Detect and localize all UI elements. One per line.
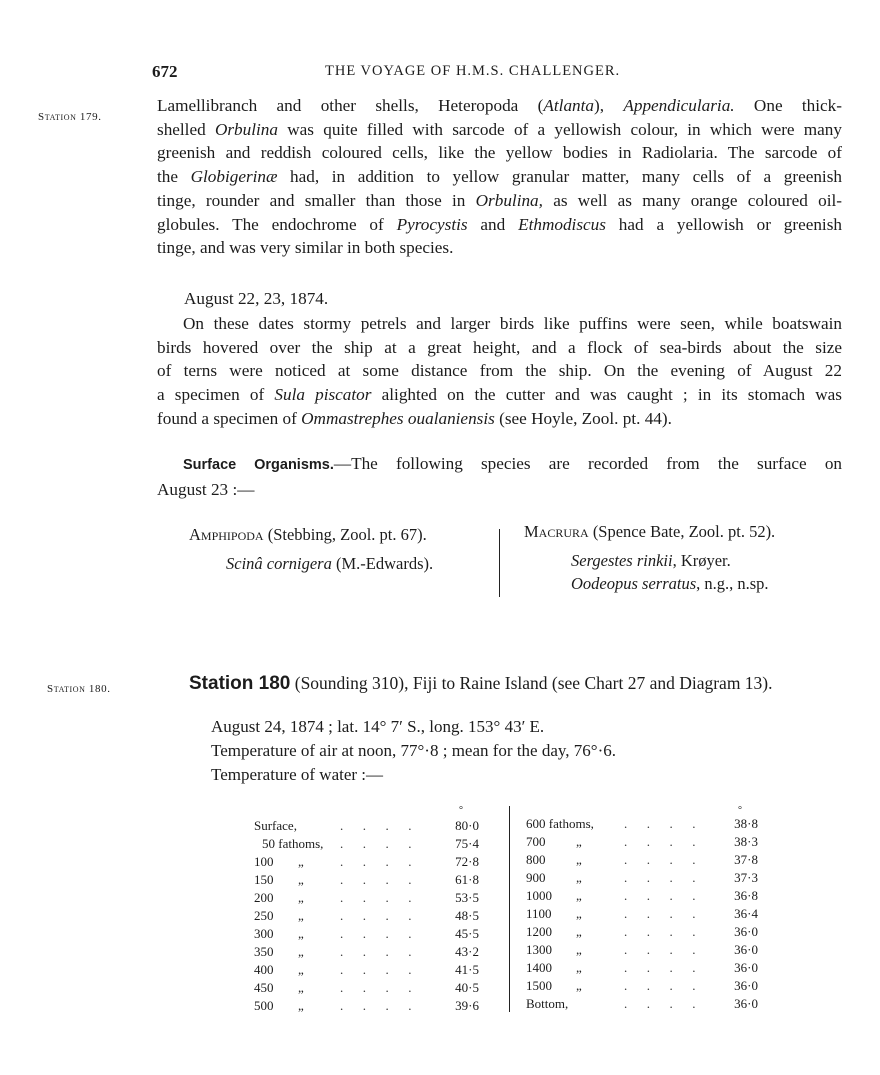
leader-dots: . . . . xyxy=(624,852,696,867)
table-row xyxy=(526,959,758,977)
temperature-value: 36·0 xyxy=(734,960,758,975)
text-line: of terns were noticed at some distance from the ship. On the evening of August 22 xyxy=(157,361,842,381)
leader-dots: . . . . xyxy=(340,836,412,851)
column-divider xyxy=(499,529,500,597)
ditto-mark: „ xyxy=(298,980,304,995)
depth-cell: 1500 xyxy=(526,978,552,993)
birds-paragraph xyxy=(157,312,842,431)
leader-dots: . . . . xyxy=(624,978,696,993)
table-row xyxy=(526,833,758,851)
text-line: a specimen of Sula piscator alighted on the cutter and was caught ; in its stomach was xyxy=(157,385,842,405)
temperature-value: 36·8 xyxy=(734,888,758,903)
ditto-mark: „ xyxy=(298,872,304,887)
station-180-date-position: August 24, 1874 ; lat. 14° 7′ S., long. 153° 43′ E. xyxy=(211,717,545,736)
temperature-value: 36·0 xyxy=(734,978,758,993)
depth-cell: 300 xyxy=(254,926,274,941)
text-line: August 23 :— xyxy=(157,479,255,499)
temperature-value: 53·5 xyxy=(455,890,479,905)
temperature-table-right xyxy=(526,815,758,1013)
temperature-value: 37·3 xyxy=(734,870,758,885)
depth-cell: 450 xyxy=(254,980,274,995)
ditto-mark: „ xyxy=(298,926,304,941)
depth-cell: 1400 xyxy=(526,960,552,975)
text-line: Lamellibranch and other shells, Heteropoda (Atlanta), Appendicularia. One thick- xyxy=(157,96,842,115)
text-line: globules. The endochrome of Pyrocystis and Ethmodiscus had a yellowish or greenish xyxy=(157,214,842,234)
table-row xyxy=(254,961,479,979)
table-row xyxy=(254,853,479,871)
depth-cell: 100 xyxy=(254,854,274,869)
temperature-table-left xyxy=(254,817,479,1015)
depth-cell: 600 fathoms, xyxy=(526,816,594,831)
ditto-mark: „ xyxy=(576,906,582,921)
ditto-mark: „ xyxy=(298,890,304,905)
leader-dots: . . . . xyxy=(340,998,412,1013)
temperature-value: 80·0 xyxy=(455,818,479,833)
table-row xyxy=(526,995,758,1013)
table-row xyxy=(254,997,479,1015)
temperature-value: 41·5 xyxy=(455,962,479,977)
table-row xyxy=(526,905,758,923)
leader-dots: . . . . xyxy=(340,944,412,959)
table-row xyxy=(254,907,479,925)
running-title: THE VOYAGE OF H.M.S. CHALLENGER. xyxy=(325,63,621,79)
temperature-value: 48·5 xyxy=(455,908,479,923)
table-row xyxy=(254,943,479,961)
ditto-mark: „ xyxy=(576,852,582,867)
leader-dots: . . . . xyxy=(340,872,412,887)
species-left-entry: Scinâ cornigera (M.-Edwards). xyxy=(226,554,434,573)
date-august-22-23: August 22, 23, 1874. xyxy=(184,289,329,308)
table-column-divider xyxy=(509,806,510,1012)
temperature-value: 40·5 xyxy=(455,980,479,995)
ditto-mark: „ xyxy=(576,924,582,939)
ditto-mark: „ xyxy=(576,834,582,849)
text-line: the Globigerinæ had, in addition to yellow granular matter, many cells of a greenish xyxy=(157,167,842,187)
leader-dots: . . . . xyxy=(340,908,412,923)
temperature-value: 39·6 xyxy=(455,998,479,1013)
depth-cell: 500 xyxy=(254,998,274,1013)
depth-cell: 800 xyxy=(526,852,546,867)
ditto-mark: „ xyxy=(298,854,304,869)
species-left-group: Amphipoda (Stebbing, Zool. pt. 67). xyxy=(189,525,427,544)
species-right-entry-2: Oodeopus serratus, n.g., n.sp. xyxy=(571,574,769,593)
depth-cell: Surface, xyxy=(254,818,297,833)
station-179-paragraph xyxy=(157,94,842,260)
table-row xyxy=(254,871,479,889)
page-number: 672 xyxy=(152,62,178,81)
depth-cell: 1100 xyxy=(526,906,552,921)
temperature-value: 43·2 xyxy=(455,944,479,959)
text-line: On these dates stormy petrels and larger birds like puffins were seen, while boatswain xyxy=(183,314,842,333)
ditto-mark: „ xyxy=(298,908,304,923)
text-line: found a specimen of Ommastrephes oualaniensis (see Hoyle, Zool. pt. 44). xyxy=(157,408,672,428)
temperature-value: 36·4 xyxy=(734,906,758,921)
temperature-value: 72·8 xyxy=(455,854,479,869)
leader-dots: . . . . xyxy=(340,926,412,941)
depth-cell: 200 xyxy=(254,890,274,905)
ditto-mark: „ xyxy=(298,998,304,1013)
depth-cell: 400 xyxy=(254,962,274,977)
margin-label-station-180: Station 180. xyxy=(47,683,111,695)
temperature-value: 37·8 xyxy=(734,852,758,867)
margin-label-station-179: Station 179. xyxy=(38,111,102,123)
temperature-value: 36·0 xyxy=(734,996,758,1011)
table-row xyxy=(526,887,758,905)
text-line: tinge, rounder and smaller than those in Orbulina, as well as many orange coloured oil- xyxy=(157,190,842,210)
depth-cell: 350 xyxy=(254,944,274,959)
leader-dots: . . . . xyxy=(340,962,412,977)
leader-dots: . . . . xyxy=(624,906,696,921)
depth-cell: 150 xyxy=(254,872,274,887)
table-row xyxy=(526,941,758,959)
table-row xyxy=(526,977,758,995)
leader-dots: . . . . xyxy=(624,888,696,903)
table-row xyxy=(526,869,758,887)
depth-cell: 900 xyxy=(526,870,546,885)
leader-dots: . . . . xyxy=(624,816,696,831)
table-row xyxy=(526,923,758,941)
leader-dots: . . . . xyxy=(624,960,696,975)
depth-cell: 1200 xyxy=(526,924,552,939)
depth-cell: 700 xyxy=(526,834,546,849)
temperature-value: 61·8 xyxy=(455,872,479,887)
section-heading-surface-organisms: Surface Organisms. xyxy=(183,457,334,473)
degree-mark-left: ° xyxy=(459,805,463,816)
station-180-air-temperature: Temperature of air at noon, 77°·8 ; mean for the day, 76°·6. xyxy=(211,741,616,760)
ditto-mark: „ xyxy=(576,888,582,903)
temperature-value: 36·0 xyxy=(734,942,758,957)
leader-dots: . . . . xyxy=(624,834,696,849)
temperature-value: 38·3 xyxy=(734,834,758,849)
depth-cell: 1300 xyxy=(526,942,552,957)
ditto-mark: „ xyxy=(298,944,304,959)
text-line: greenish and reddish coloured cells, like the yellow bodies in Radiolaria. The sarcode of xyxy=(157,143,842,163)
ditto-mark: „ xyxy=(576,942,582,957)
table-row xyxy=(526,815,758,833)
station-180-heading: Station 180 (Sounding 310), Fiji to Raine Island (see Chart 27 and Diagram 13). xyxy=(189,673,773,694)
species-right-group: Macrura (Spence Bate, Zool. pt. 52). xyxy=(524,522,776,541)
table-row xyxy=(254,979,479,997)
ditto-mark: „ xyxy=(576,870,582,885)
depth-cell: 1000 xyxy=(526,888,552,903)
leader-dots: . . . . xyxy=(340,854,412,869)
text-line: shelled Orbulina was quite filled with sarcode of a yellowish colour, in which were many xyxy=(157,119,842,139)
text-line: tinge, and was very similar in both species. xyxy=(157,238,454,258)
table-row xyxy=(254,817,479,835)
table-row xyxy=(254,835,479,853)
temperature-value: 36·0 xyxy=(734,924,758,939)
surface-organisms-paragraph xyxy=(157,452,842,501)
table-row xyxy=(254,925,479,943)
ditto-mark: „ xyxy=(298,962,304,977)
table-row xyxy=(526,851,758,869)
leader-dots: . . . . xyxy=(340,818,412,833)
temperature-value: 38·8 xyxy=(734,816,758,831)
temperature-value: 45·5 xyxy=(455,926,479,941)
leader-dots: . . . . xyxy=(624,996,696,1011)
depth-cell: 250 xyxy=(254,908,274,923)
temperature-value: 75·4 xyxy=(455,836,479,851)
station-180-water-temperature-label: Temperature of water :— xyxy=(211,765,384,784)
leader-dots: . . . . xyxy=(340,890,412,905)
depth-cell: 50 fathoms, xyxy=(262,836,324,851)
table-row xyxy=(254,889,479,907)
leader-dots: . . . . xyxy=(624,870,696,885)
degree-mark-right: ° xyxy=(738,805,742,816)
text-line: birds hovered over the ship at a great height, and a flock of sea-birds about the size xyxy=(157,337,842,357)
leader-dots: . . . . xyxy=(624,924,696,939)
leader-dots: . . . . xyxy=(340,980,412,995)
species-right-entry-1: Sergestes rinkii, Krøyer. xyxy=(571,551,731,570)
text-line: Surface Organisms.—The following species are recorded from the surface on xyxy=(183,454,843,473)
ditto-mark: „ xyxy=(576,960,582,975)
leader-dots: . . . . xyxy=(624,942,696,957)
ditto-mark: „ xyxy=(576,978,582,993)
depth-cell: Bottom, xyxy=(526,996,569,1011)
